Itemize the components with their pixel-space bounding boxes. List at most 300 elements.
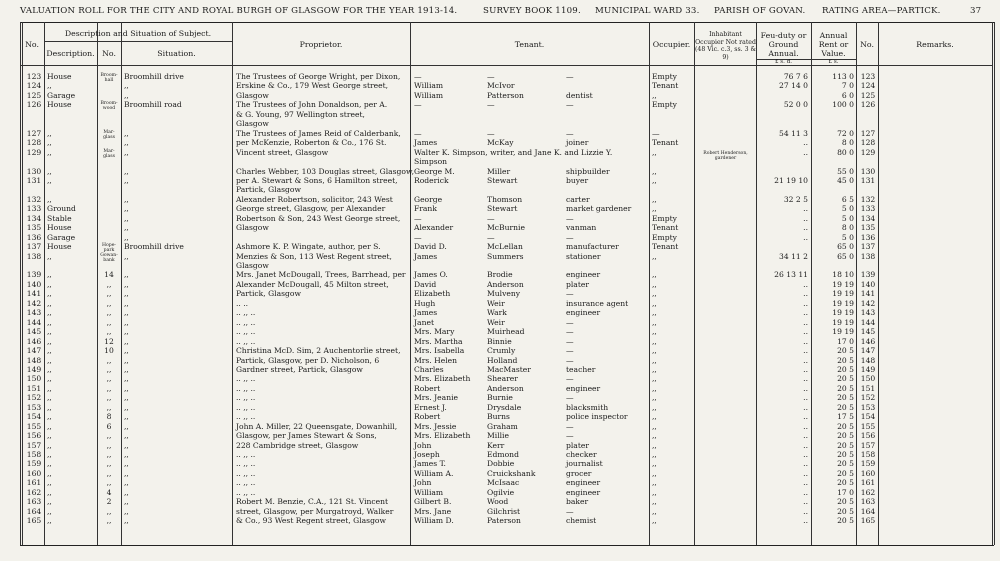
row-description: ,, (47, 317, 52, 327)
row-situation: ,, (124, 516, 129, 526)
row-proprietor: Glasgow (236, 223, 269, 233)
row-description: ,, (47, 81, 52, 91)
row-description: House (47, 100, 72, 110)
row-annual-rent: 17 5 (837, 412, 854, 422)
row-situation: ,, (124, 90, 129, 100)
row-tenant-first: Mrs. Martha (414, 336, 463, 346)
row-annual-rent: 19 19 (832, 308, 854, 318)
row-number-right: 148 (860, 355, 876, 365)
row-tenant-surname: Brodie (487, 270, 513, 280)
row-situation: ,, (124, 412, 129, 422)
row-occupier: Empty (652, 100, 677, 110)
row-number-right: 163 (860, 497, 876, 507)
row-street-number: ,, (106, 440, 112, 450)
row-occupier: Tenant (652, 138, 679, 148)
row-feu-duty: .. (803, 393, 808, 403)
row-description: ,, (47, 402, 52, 412)
row-number-right: 140 (860, 279, 876, 289)
row-tenant-surname: Edmond (487, 450, 519, 459)
row-occupier: ,, (652, 421, 657, 431)
row-proprietor: Glasgow, per James Stewart & Sons, (236, 431, 377, 441)
column-rule (856, 22, 857, 545)
row-annual-rent: 20 5 (837, 450, 854, 459)
row-description: ,, (47, 308, 52, 318)
row-tenant-first: David D. (414, 242, 447, 252)
row-tenant-first: William (414, 487, 444, 497)
row-tenant-surname: Cruickshank (487, 468, 536, 478)
row-tenant-first: — (414, 232, 422, 242)
row-tenant-surname: Holland (487, 355, 518, 365)
row-feu-duty: 34 11 2 (779, 251, 808, 261)
row-occupier: ,, (652, 516, 657, 526)
row-tenant-occupation: dentist (566, 90, 593, 100)
row-proprietor: Glasgow (236, 90, 269, 100)
roll-title: VALUATION ROLL FOR THE CITY AND ROYAL BURGH OF GLASGOW FOR THE YEAR 1913-14. (20, 6, 458, 16)
row-tenant-surname: Anderson (487, 279, 524, 289)
row-proprietor: per McKenzie, Roberton & Co., 176 St. (236, 138, 387, 148)
row-feu-duty: .. (803, 232, 808, 242)
row-tenant-first: Simpson (414, 157, 448, 167)
row-annual-rent: 5 0 (841, 213, 854, 223)
row-proprietor: The Trustees of James Reid of Calderbank, (236, 128, 401, 138)
row-annual-rent: 8 0 (841, 223, 854, 233)
row-description: Stable (47, 213, 72, 223)
row-description: ,, (47, 298, 52, 308)
row-proprietor: .. ,, .. (236, 383, 256, 393)
row-street-number: ,, (106, 516, 112, 526)
row-tenant-occupation: — (566, 317, 574, 327)
row-tenant-surname: — (487, 213, 495, 223)
row-tenant-occupation: buyer (566, 175, 589, 185)
row-number: 165 (26, 516, 42, 526)
row-annual-rent: 72 0 (837, 128, 854, 138)
row-annual-rent: 19 19 (832, 289, 854, 299)
row-number: 149 (26, 364, 42, 374)
row-number: 134 (26, 213, 42, 223)
row-tenant-surname: McKay (487, 138, 514, 148)
row-street-number: ,, (106, 374, 112, 384)
row-description: ,, (47, 194, 52, 204)
row-number-right: 160 (860, 468, 876, 478)
row-feu-duty: .. (803, 487, 808, 497)
row-proprietor: .. ,, .. (236, 308, 256, 318)
row-occupier: ,, (652, 364, 657, 374)
row-tenant-first: Hugh (414, 298, 436, 308)
row-number-right: 149 (860, 364, 876, 374)
row-proprietor: per A. Stewart & Sons, 6 Hamilton street, (236, 175, 398, 185)
row-tenant-occupation: — (566, 336, 574, 346)
row-occupier: ,, (652, 459, 657, 469)
row-number: 160 (26, 468, 42, 478)
row-situation: ,, (124, 421, 129, 431)
row-street-number: ,, (106, 327, 112, 337)
row-description: House (47, 72, 72, 81)
row-feu-duty: .. (803, 450, 808, 459)
row-tenant-surname: Shearer (487, 374, 518, 384)
column-rule (756, 22, 757, 545)
row-annual-rent: 20 5 (837, 516, 854, 526)
row-number: 163 (26, 497, 42, 507)
row-street-number: Broom-wood (100, 101, 118, 112)
row-tenant-first: — (414, 100, 422, 110)
col-feu-duty: Feu-duty or Ground Annual. (760, 31, 807, 58)
row-number-right: 162 (860, 487, 876, 497)
row-proprietor: .. ,, .. (236, 478, 256, 488)
row-tenant-first: Walter K. Simpson, writer, and Jane K. and Lizzie Y. (414, 147, 613, 157)
row-occupier: ,, (652, 497, 657, 507)
row-tenant-surname: Miller (487, 166, 511, 176)
row-tenant-surname: Stewart (487, 204, 518, 214)
row-tenant-occupation: — (566, 374, 574, 384)
row-number-right: 144 (860, 317, 876, 327)
row-feu-duty: .. (803, 204, 808, 214)
row-tenant-surname: Mulveny (487, 289, 521, 299)
row-tenant-first: Robert (414, 383, 441, 393)
row-tenant-occupation: plater (566, 440, 589, 450)
row-description: ,, (47, 166, 52, 176)
row-occupier: ,, (652, 336, 657, 346)
row-feu-duty: 26 13 11 (774, 270, 808, 280)
row-tenant-occupation: plater (566, 279, 589, 289)
row-description: ,, (47, 412, 52, 422)
row-number: 161 (26, 478, 42, 488)
row-number: 151 (26, 383, 42, 393)
row-tenant-first: James (414, 138, 438, 148)
row-proprietor: .. ,, .. (236, 450, 256, 459)
row-tenant-occupation: — (566, 72, 574, 81)
row-tenant-first: David (414, 279, 437, 289)
row-feu-duty: .. (803, 364, 808, 374)
row-annual-rent: 18 10 (832, 270, 854, 280)
row-proprietor: .. ,, .. (236, 327, 256, 337)
row-street-number: Broom-hall (100, 73, 118, 83)
row-number: 142 (26, 298, 42, 308)
row-street-number: 8 (106, 412, 112, 422)
row-description: ,, (47, 374, 52, 384)
row-tenant-surname: Dobbie (487, 459, 515, 469)
row-tenant-occupation: manufacturer (566, 242, 619, 252)
row-tenant-surname: Binnie (487, 336, 512, 346)
row-number-right: 151 (860, 383, 876, 393)
row-annual-rent: 20 5 (837, 421, 854, 431)
row-tenant-surname: Gilchrist (487, 506, 521, 516)
row-description: ,, (47, 497, 52, 507)
row-number: 155 (26, 421, 42, 431)
row-number: 158 (26, 450, 42, 459)
inhabitant-note: Robert Henderson, gardener (703, 151, 748, 161)
row-situation: ,, (124, 374, 129, 384)
row-proprietor: Ashmore K. P. Wingate, author, per S. (236, 242, 381, 252)
row-feu-duty: .. (803, 374, 808, 384)
row-proprietor: & Co., 93 West Regent street, Glasgow (236, 516, 387, 526)
row-description: ,, (47, 147, 52, 157)
row-annual-rent: 20 5 (837, 431, 854, 441)
row-annual-rent: 20 5 (837, 468, 854, 478)
row-proprietor: Menzies & Son, 113 West Regent street, (236, 251, 392, 261)
row-tenant-occupation: market gardener (566, 204, 632, 214)
row-occupier: ,, (652, 478, 657, 488)
row-tenant-first: Elizabeth (414, 289, 451, 299)
row-tenant-occupation: vanman (566, 223, 597, 233)
row-occupier: ,, (652, 393, 657, 403)
row-tenant-surname: Summers (487, 251, 524, 261)
row-description: ,, (47, 327, 52, 337)
row-situation: ,, (124, 289, 129, 299)
row-situation: ,, (124, 251, 129, 261)
row-street-number: 4 (106, 487, 112, 497)
row-number-right: 132 (860, 194, 876, 204)
row-situation: Broomhill drive (124, 242, 184, 252)
row-tenant-surname: McBurnie (487, 223, 525, 233)
row-tenant-occupation: — (566, 100, 574, 110)
row-description: ,, (47, 440, 52, 450)
row-tenant-surname: Thomson (487, 194, 523, 204)
row-tenant-first: William (414, 90, 444, 100)
row-occupier: ,, (652, 402, 657, 412)
row-annual-rent: 6 0 (841, 90, 854, 100)
row-tenant-surname: Weir (487, 298, 505, 308)
row-proprietor: Mrs. Janet McDougall, Trees, Barrhead, per (236, 270, 406, 280)
row-street-number: ,, (106, 506, 112, 516)
row-proprietor: Glasgow (236, 261, 269, 270)
row-tenant-occupation: — (566, 506, 574, 516)
row-number: 147 (26, 346, 42, 356)
row-tenant-occupation: baker (566, 497, 589, 507)
row-number: 139 (26, 270, 42, 280)
row-tenant-first: Frank (414, 204, 437, 214)
row-description: ,, (47, 431, 52, 441)
col-tenant: Tenant. (514, 40, 545, 49)
row-number-right: 124 (860, 81, 876, 91)
row-number: 145 (26, 327, 42, 337)
row-number: 123 (26, 72, 42, 81)
row-tenant-occupation: engineer (566, 478, 601, 488)
row-tenant-first: Mrs. Isabella (414, 346, 465, 356)
row-tenant-first: Gilbert B. (414, 497, 452, 507)
row-situation: ,, (124, 194, 129, 204)
row-situation: ,, (124, 468, 129, 478)
row-tenant-first: — (414, 72, 422, 81)
row-proprietor: Partick, Glasgow, per D. Nicholson, 6 (236, 355, 380, 365)
row-proprietor: Glasgow (236, 119, 269, 129)
row-number: 133 (26, 204, 42, 214)
row-description: ,, (47, 393, 52, 403)
row-number-right: 152 (860, 393, 876, 403)
row-feu-duty: .. (803, 279, 808, 289)
row-proprietor: Christina McD. Sim, 2 Auchentorlie street, (236, 346, 401, 356)
column-rule (121, 22, 122, 545)
row-situation: ,, (124, 355, 129, 365)
row-occupier: ,, (652, 204, 657, 214)
row-situation: ,, (124, 270, 129, 280)
row-tenant-first: James O. (414, 270, 448, 280)
row-feu-duty: 76 7 6 (783, 72, 808, 81)
row-proprietor: .. ,, .. (236, 317, 256, 327)
row-occupier: ,, (652, 308, 657, 318)
row-number: 143 (26, 308, 42, 318)
row-description: ,, (47, 251, 52, 261)
row-tenant-first: George M. (414, 166, 455, 176)
row-number: 140 (26, 279, 42, 289)
row-occupier: ,, (652, 175, 657, 185)
row-proprietor: Partick, Glasgow (236, 185, 301, 195)
row-number: 137 (26, 242, 42, 252)
row-street-number: ,, (106, 478, 112, 488)
row-feu-duty: .. (803, 506, 808, 516)
row-occupier: ,, (652, 289, 657, 299)
row-situation: ,, (124, 138, 129, 148)
row-situation: ,, (124, 81, 129, 91)
row-tenant-first: Charles (414, 364, 444, 374)
row-number-right: 135 (860, 223, 876, 233)
row-proprietor: .. ,, .. (236, 374, 256, 384)
row-number: 131 (26, 175, 42, 185)
row-proprietor: .. ,, .. (236, 412, 256, 422)
row-number-right: 139 (860, 270, 876, 280)
row-tenant-occupation: chemist (566, 516, 597, 526)
row-tenant-occupation: checker (566, 450, 597, 459)
row-proprietor: George street, Glasgow, per Alexander (236, 204, 386, 214)
row-tenant-surname: — (487, 232, 495, 242)
row-proprietor: The Trustees of John Donaldson, per A. (236, 100, 388, 110)
row-feu-duty: .. (803, 440, 808, 450)
row-street-number: Gowan-bank (100, 252, 118, 263)
row-description: ,, (47, 279, 52, 289)
row-tenant-occupation: — (566, 128, 574, 138)
row-tenant-surname: — (487, 100, 495, 110)
row-annual-rent: 5 0 (841, 204, 854, 214)
row-description: ,, (47, 468, 52, 478)
col-situation: Situation. (157, 49, 196, 58)
row-feu-duty: .. (803, 468, 808, 478)
row-situation: ,, (124, 497, 129, 507)
row-number: 128 (26, 138, 42, 148)
row-number: 126 (26, 100, 42, 110)
row-feu-duty: 27 14 0 (779, 81, 808, 91)
row-street-number: Mar-glass (103, 129, 115, 140)
row-description: ,, (47, 175, 52, 185)
row-proprietor: Vincent street, Glasgow (236, 147, 329, 157)
row-tenant-surname: Patterson (487, 90, 524, 100)
row-situation: ,, (124, 317, 129, 327)
row-number: 127 (26, 128, 42, 138)
row-tenant-occupation: — (566, 431, 574, 441)
row-annual-rent: 20 5 (837, 440, 854, 450)
row-annual-rent: 19 19 (832, 279, 854, 289)
row-number: 159 (26, 459, 42, 469)
row-tenant-surname: Weir (487, 317, 505, 327)
row-number-right: 157 (860, 440, 876, 450)
row-proprietor: Gardner street, Partick, Glasgow (236, 364, 363, 374)
row-occupier: ,, (652, 270, 657, 280)
row-tenant-first: James (414, 308, 438, 318)
row-number-right: 130 (860, 166, 876, 176)
row-tenant-first: Mrs. Elizabeth (414, 431, 471, 441)
col-remarks: Remarks. (916, 40, 954, 49)
row-street-number: ,, (106, 364, 112, 374)
row-situation: ,, (124, 175, 129, 185)
row-tenant-surname: — (487, 128, 495, 138)
row-annual-rent: 20 5 (837, 478, 854, 488)
row-proprietor: Erskine & Co., 179 West George street, (236, 81, 389, 91)
row-annual-rent: 80 0 (837, 147, 854, 157)
row-number-right: 128 (860, 138, 876, 148)
col-proprietor: Proprietor. (299, 40, 343, 49)
row-tenant-occupation: carter (566, 194, 590, 204)
row-number: 124 (26, 81, 42, 91)
row-tenant-occupation: — (566, 421, 574, 431)
row-tenant-first: Janet (414, 317, 435, 327)
row-street-number: ,, (106, 383, 112, 393)
row-feu-duty: .. (803, 383, 808, 393)
row-situation: ,, (124, 459, 129, 469)
row-occupier: ,, (652, 346, 657, 356)
column-rule (232, 22, 233, 545)
row-tenant-surname: Burns (487, 412, 510, 422)
row-annual-rent: 19 19 (832, 327, 854, 337)
row-number-right: 127 (860, 128, 876, 138)
row-situation: ,, (124, 487, 129, 497)
col-no: No. (25, 40, 39, 49)
row-tenant-surname: Muirhead (487, 327, 525, 337)
row-feu-duty: .. (803, 327, 808, 337)
row-street-number: Hope-park (102, 243, 116, 254)
col-description-group: Description and Situation of Subject. (64, 29, 212, 38)
row-tenant-surname: Kerr (487, 440, 505, 450)
row-annual-rent: 19 19 (832, 298, 854, 308)
row-situation: ,, (124, 336, 129, 346)
row-feu-duty: .. (803, 147, 808, 157)
row-feu-duty: .. (803, 138, 808, 148)
row-feu-duty: .. (803, 459, 808, 469)
row-number: 162 (26, 487, 42, 497)
column-rule (694, 22, 695, 545)
row-feu-duty: .. (803, 308, 808, 318)
row-tenant-first: John (414, 440, 432, 450)
row-proprietor: Alexander McDougall, 45 Milton street, (236, 279, 389, 289)
row-occupier: ,, (652, 90, 657, 100)
row-number-right: 164 (860, 506, 876, 516)
row-annual-rent: 20 5 (837, 506, 854, 516)
row-occupier: Tenant (652, 81, 679, 91)
row-description: ,, (47, 450, 52, 459)
column-rule (20, 22, 23, 545)
row-proprietor: Robertson & Son, 243 West George street, (236, 213, 401, 223)
row-situation: ,, (124, 128, 129, 138)
row-situation: Broomhill road (124, 100, 182, 110)
row-annual-rent: 17 0 (837, 336, 854, 346)
row-situation: ,, (124, 204, 129, 214)
row-tenant-surname: Paterson (487, 516, 521, 526)
row-proprietor: .. ,, .. (236, 402, 256, 412)
row-description: ,, (47, 289, 52, 299)
row-tenant-occupation: teacher (566, 364, 596, 374)
row-situation: ,, (124, 346, 129, 356)
row-number-right: 155 (860, 421, 876, 431)
column-rule (992, 22, 995, 545)
row-proprietor: .. ,, .. (236, 393, 256, 403)
row-description: ,, (47, 128, 52, 138)
row-occupier: ,, (652, 450, 657, 459)
row-occupier: ,, (652, 487, 657, 497)
row-street-number: ,, (106, 450, 112, 459)
row-tenant-occupation: — (566, 327, 574, 337)
row-tenant-first: Robert (414, 412, 441, 422)
row-number: 130 (26, 166, 42, 176)
row-tenant-first: Roderick (414, 175, 449, 185)
row-situation: ,, (124, 364, 129, 374)
row-number: 144 (26, 317, 42, 327)
